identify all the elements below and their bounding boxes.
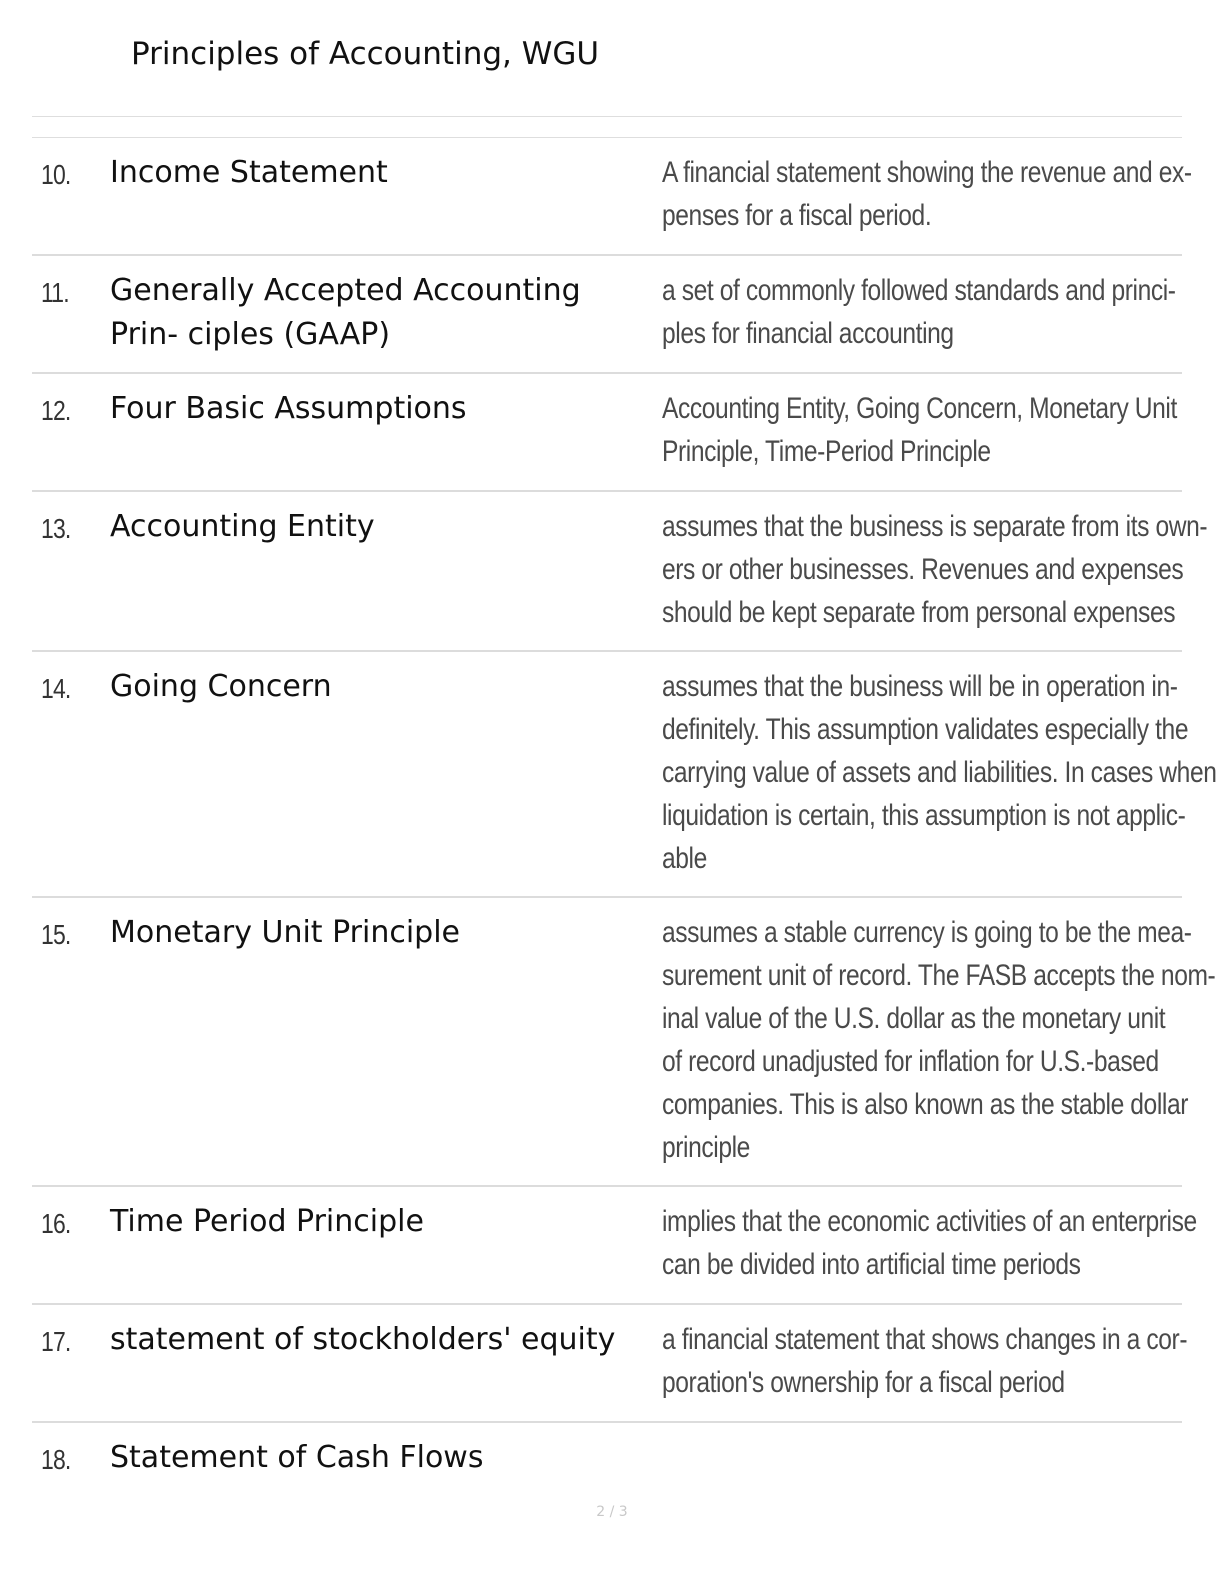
- glossary-entry: [32, 1187, 1197, 1305]
- definition-line: carrying value of assets and liabilities. In cases when: [662, 756, 1217, 789]
- glossary-entry: [32, 138, 1192, 256]
- glossary-entry: [32, 898, 1216, 1187]
- entry-definition: [662, 505, 1208, 634]
- glossary-entry: [32, 374, 1182, 492]
- entry-number: 14.: [41, 673, 71, 704]
- document-title: Principles of Accounting, WGU: [131, 36, 600, 72]
- definition-line: penses for a fiscal period.: [662, 199, 932, 232]
- definition-line: companies. This is also known as the stable dollar: [662, 1088, 1189, 1121]
- entry-term: Generally Accepted Accounting Prin- ciples (GAAP): [110, 273, 581, 352]
- entry-number: 18.: [41, 1444, 71, 1475]
- definition-line: Principle, Time-Period Principle: [662, 435, 991, 468]
- definition-line: ers or other businesses. Revenues and expenses: [662, 553, 1184, 586]
- entry-term: Monetary Unit Principle: [110, 915, 460, 950]
- definition-line: assumes a stable currency is going to be the mea-: [662, 916, 1192, 949]
- entry-term: Income Statement: [110, 155, 388, 190]
- glossary-entry: [32, 1423, 1182, 1493]
- entry-number: 12.: [41, 395, 71, 426]
- definition-line: can be divided into artificial time periods: [662, 1248, 1081, 1281]
- entry-term: Going Concern: [110, 669, 332, 704]
- header-divider: [32, 116, 1182, 117]
- definition-line: implies that the economic activities of an enterprise: [662, 1205, 1197, 1238]
- glossary-entry: [32, 492, 1208, 652]
- glossary-entry: [32, 652, 1217, 898]
- page-number: 2 / 3: [596, 1504, 628, 1520]
- entry-definition: [662, 665, 1217, 880]
- definition-line: definitely. This assumption validates especially the: [662, 713, 1189, 746]
- entry-term: statement of stockholders' equity: [110, 1322, 616, 1357]
- definition-line: a financial statement that shows changes in a cor-: [662, 1323, 1188, 1356]
- glossary-entry: [32, 1305, 1188, 1423]
- entry-term: Time Period Principle: [110, 1204, 424, 1239]
- definition-line: able: [662, 842, 707, 875]
- definition-line: surement unit of record. The FASB accepts the nom-: [662, 959, 1216, 992]
- entry-definition: [662, 269, 1176, 355]
- glossary-list: [32, 138, 1217, 1493]
- definition-line: ples for financial accounting: [662, 317, 954, 350]
- entry-term: Statement of Cash Flows: [110, 1440, 484, 1475]
- definition-line: A financial statement showing the revenue and ex-: [662, 156, 1192, 189]
- entry-number: 17.: [41, 1326, 71, 1357]
- entry-term: Accounting Entity: [110, 509, 375, 544]
- definition-line: should be kept separate from personal expenses: [662, 596, 1176, 629]
- definition-line: a set of commonly followed standards and princi-: [662, 274, 1176, 307]
- definition-line: assumes that the business will be in operation in-: [662, 670, 1178, 703]
- definition-line: liquidation is certain, this assumption is not applic-: [662, 799, 1186, 832]
- definition-line: poration's ownership for a fiscal period: [662, 1366, 1065, 1399]
- definition-line: inal value of the U.S. dollar as the monetary unit: [662, 1002, 1166, 1035]
- entry-definition: [662, 1200, 1197, 1286]
- entry-definition: [662, 151, 1192, 237]
- entry-number: 11.: [41, 277, 69, 308]
- definition-line: principle: [662, 1131, 750, 1164]
- entry-definition: [662, 1318, 1188, 1404]
- entry-number: 13.: [41, 513, 71, 544]
- entry-definition: [662, 387, 1177, 473]
- glossary-entry: [32, 256, 1182, 374]
- definition-line: of record unadjusted for inflation for U.S.-based: [662, 1045, 1159, 1078]
- entry-number: 16.: [41, 1208, 71, 1239]
- definition-line: Accounting Entity, Going Concern, Monetary Unit: [662, 392, 1177, 425]
- entry-number: 10.: [41, 159, 71, 190]
- entry-term: Four Basic Assumptions: [110, 391, 467, 426]
- entry-number: 15.: [41, 919, 71, 950]
- definition-line: assumes that the business is separate from its own-: [662, 510, 1208, 543]
- entry-definition: [662, 911, 1216, 1169]
